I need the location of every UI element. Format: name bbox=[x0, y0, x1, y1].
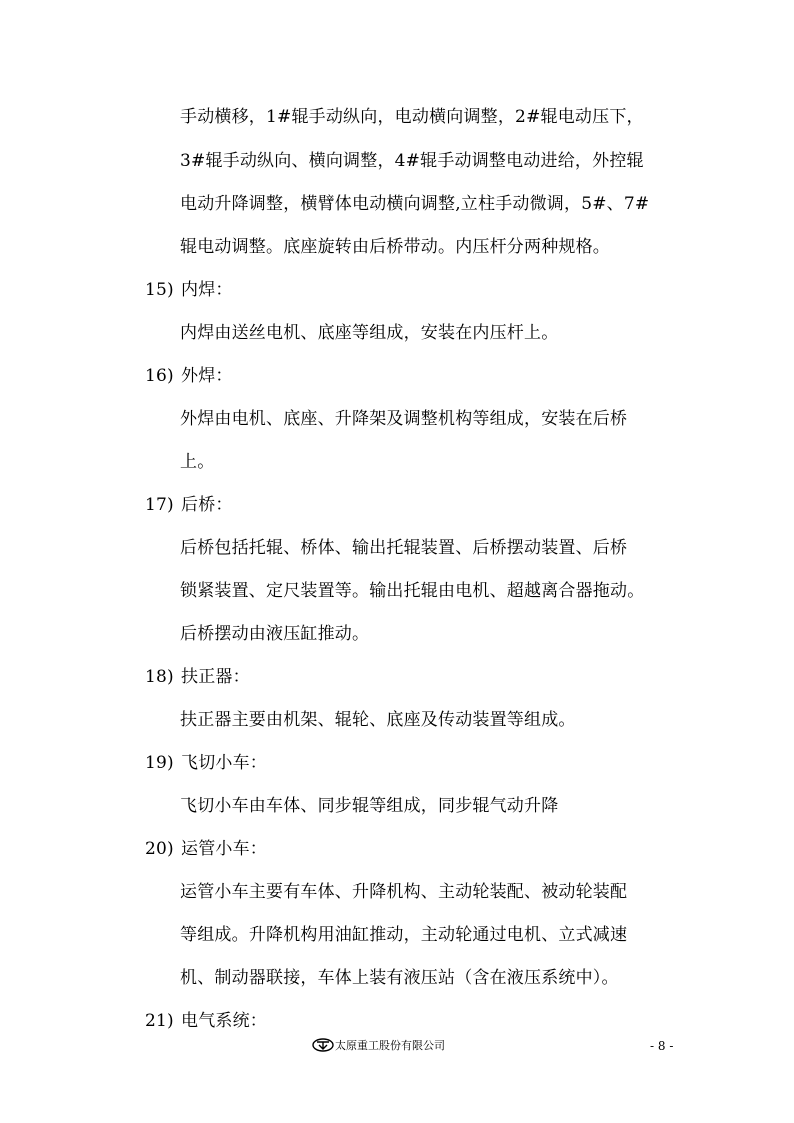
section-number: 15) bbox=[145, 280, 174, 300]
section-number: 20) bbox=[145, 839, 174, 859]
paragraph-line: 扶正器主要由机架、辊轮、底座及传动装置等组成。 bbox=[180, 710, 576, 730]
paragraph-line: 运管小车主要有车体、升降机构、主动轮装配、被动轮装配 bbox=[180, 882, 628, 902]
section-heading bbox=[145, 838, 267, 860]
page-number: - 8 - bbox=[650, 1039, 674, 1053]
section-title: 内焊： bbox=[181, 280, 233, 300]
section-heading bbox=[145, 1010, 267, 1032]
section-number: 17) bbox=[145, 495, 174, 515]
footer-company-name: 太原重工股份有限公司 bbox=[335, 1039, 445, 1052]
paragraph-line: 飞切小车由车体、同步辊等组成，同步辊气动升降 bbox=[180, 796, 559, 816]
section-title: 电气系统： bbox=[181, 1011, 267, 1031]
paragraph-line: 上。 bbox=[180, 452, 215, 472]
section-title: 后桥： bbox=[181, 495, 233, 515]
paragraph-line: 辊电动调整。底座旋转由后桥带动。内压杆分两种规格。 bbox=[180, 237, 610, 257]
section-heading bbox=[145, 666, 250, 688]
paragraph-line: 3#辊手动纵向、横向调整，4#辊手动调整电动进给，外控辊 bbox=[180, 151, 644, 171]
paragraph-line: 手动横移，1#辊手动纵向，电动横向调整，2#辊电动压下， bbox=[180, 107, 644, 127]
paragraph-line: 等组成。升降机构用油缸推动，主动轮通过电机、立式减速 bbox=[180, 925, 628, 945]
section-number: 21) bbox=[145, 1011, 174, 1031]
company-logo-icon bbox=[312, 1038, 334, 1052]
paragraph-line: 机、制动器联接，车体上装有液压站（含在液压系统中）。 bbox=[180, 968, 619, 988]
section-title: 外焊： bbox=[181, 366, 233, 386]
section-title: 飞切小车： bbox=[181, 753, 267, 773]
paragraph-line: 锁紧装置、定尺装置等。输出托辊由电机、超越离合器拖动。 bbox=[180, 581, 645, 601]
section-title: 运管小车： bbox=[181, 839, 267, 859]
paragraph-line: 后桥包括托辊、桥体、输出托辊装置、后桥摆动装置、后桥 bbox=[180, 538, 628, 558]
paragraph-line: 内焊由送丝电机、底座等组成，安装在内压杆上。 bbox=[180, 323, 559, 343]
paragraph-line: 后桥摆动由液压缸推动。 bbox=[180, 624, 370, 644]
section-number: 16) bbox=[145, 366, 174, 386]
section-heading bbox=[145, 752, 267, 774]
section-title: 扶正器： bbox=[181, 667, 250, 687]
paragraph-line: 外焊由电机、底座、升降架及调整机构等组成，安装在后桥 bbox=[180, 409, 628, 429]
section-number: 19) bbox=[145, 753, 174, 773]
section-number: 18) bbox=[145, 667, 174, 687]
section-heading bbox=[145, 365, 233, 387]
paragraph-line: 电动升降调整，横臂体电动横向调整,立柱手动微调，5#、7# bbox=[180, 194, 650, 214]
section-heading bbox=[145, 279, 233, 301]
section-heading bbox=[145, 494, 233, 516]
